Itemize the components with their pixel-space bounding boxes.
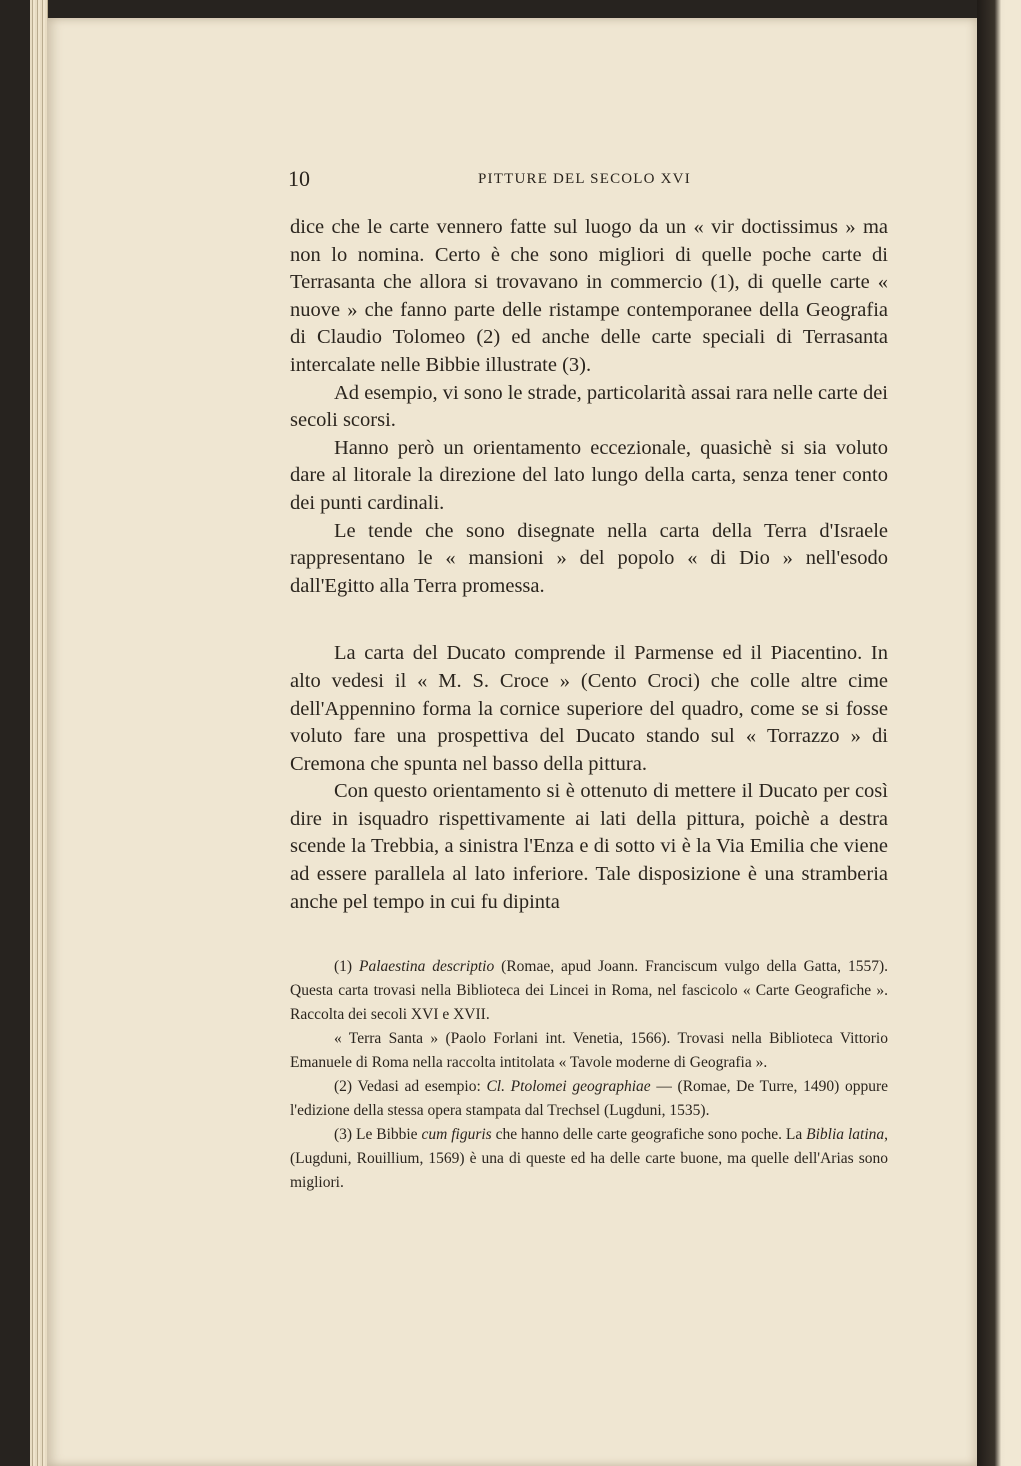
footnote-2: (2) Vedasi ad esempio: Cl. Ptolomei geographiae — (Romae, De Turre, 1490) oppure l'edizione della stessa opera stampata dal Trechsel (Lugduni, 1535). — [290, 1078, 888, 1119]
page-stack-edges — [30, 0, 48, 1466]
footnotes — [290, 955, 888, 1195]
page-header — [288, 166, 888, 196]
paragraph-6: Con questo orientamento si è ottenuto di mettere il Ducato per così dire in isquadro rispettivamente ai lati della pittura, poichè a destra scende la Trebbia, a sinistra l'Enza e di sotto vi è la Via Emilia che viene ad essere parallela al lato inferiore. Tale disposizione è una stramberia anche pel tempo in cui fu dipinta — [290, 780, 888, 913]
paragraph-5: La carta del Ducato comprende il Parmense ed il Piacentino. In alto vedesi il « M. S. Croce » (Cento Croci) che colle altre cime dell'Appennino forma la cornice superiore del quadro, come se si fosse voluto fare una prospettiva del Ducato stando sul « Torrazzo » di Cremona che spunta nel basso della pittura. — [290, 642, 888, 775]
body-text — [290, 214, 888, 916]
footnote-3: (3) Le Bibbie cum figuris che hanno delle carte geografiche sono poche. La Biblia latina, (Lugduni, Rouillium, 1569) è una di queste ed ha delle carte buone, ma quelle dell'Arias sono migliori. — [290, 1126, 888, 1191]
paragraph-2: Ad esempio, vi sono le strade, particolarità assai rara nelle carte dei secoli scorsi. — [290, 381, 888, 432]
paragraph-3: Hanno però un orientamento eccezionale, quasichè si sia voluto dare al litorale la direzione del lato lungo della carta, senza tener conto dei punti cardinali. — [290, 436, 888, 514]
footnote-1-continued: « Terra Santa » (Paolo Forlani int. Venetia, 1566). Trovasi nella Biblioteca Vittorio Emanuele di Roma nella raccolta intitolata « Tavole moderne di Geografia ». — [290, 1030, 888, 1071]
running-head: PITTURE DEL SECOLO XVI — [478, 171, 691, 187]
footnote-1: (1) Palaestina descriptio (Romae, apud Joann. Franciscum vulgo della Gatta, 1557). Questa carta trovasi nella Biblioteca dei Lincei in Roma, nel fascicolo « Carte Geografiche ». Raccolta dei secoli XVI e XVII. — [290, 958, 889, 1023]
next-page-edge — [1005, 0, 1021, 1466]
paragraph-1: dice che le carte vennero fatte sul luogo da un « vir doctissimus » ma non lo nomina. Certo è che sono migliori di quelle poche carte di Terrasanta che allora si trovavano in commercio (1), di quelle carte « nuove » che fanno parte delle ristampe contemporanee della Geografia di Claudio Tolomeo (2) ed anche delle carte speciali di Terrasanta intercalate nelle Bibbie illustrate (3). — [290, 216, 888, 376]
paragraph-4: Le tende che sono disegnate nella carta della Terra d'Israele rappresentano le « mansioni » del popolo « di Dio » nell'esodo dall'Egitto alla Terra promessa. — [290, 519, 888, 597]
page-number: 10 — [288, 166, 310, 191]
